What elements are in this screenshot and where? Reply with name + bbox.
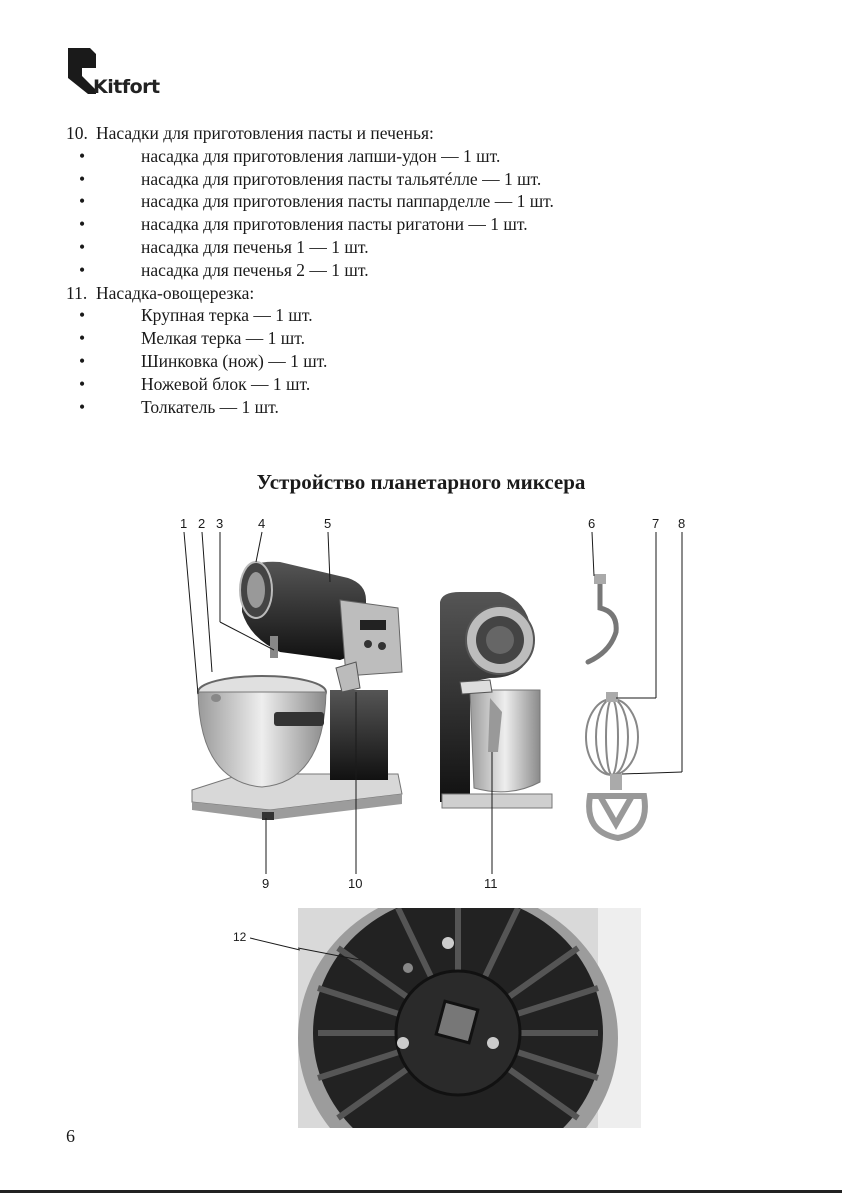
callout-3: 3 <box>216 516 224 531</box>
page-number: 6 <box>66 1126 75 1146</box>
list-item: • насадка для печенья 2 — 1 шт. <box>79 259 369 280</box>
section-title: Насадки для приготовления пасты и печенья: <box>96 123 434 143</box>
callout-12: 12 <box>233 930 247 944</box>
mixer-diagram <box>170 512 690 892</box>
list-item: • Мелкая терка — 1 шт. <box>79 328 305 349</box>
mixer-front-view <box>192 562 402 820</box>
callout-12-line <box>250 934 310 954</box>
section-header <box>66 282 786 305</box>
list-item: • насадка для приготовления лапши-удон — 1 шт. <box>79 145 501 166</box>
mixer-side-view <box>440 592 552 808</box>
list-item: • насадка для приготовления пасты ригатони — 1 шт. <box>79 214 528 235</box>
section-number: 10. <box>66 123 88 143</box>
section-title: Насадка-овощерезка: <box>96 282 255 303</box>
callout-6: 6 <box>588 516 596 531</box>
components-list <box>66 122 786 418</box>
callout-8: 8 <box>678 516 686 531</box>
callout-4: 4 <box>258 516 266 531</box>
callout-10: 10 <box>348 876 363 891</box>
dough-hook-icon <box>588 574 616 662</box>
list-item: • Ножевой блок — 1 шт. <box>79 373 311 394</box>
callout-5: 5 <box>324 516 332 531</box>
brand-name: Kitfort <box>93 76 160 98</box>
flat-beater-icon <box>589 774 645 838</box>
callout-1: 1 <box>180 516 188 531</box>
attachment-socket-photo <box>298 908 641 1128</box>
kitfort-logo-icon <box>68 48 96 94</box>
list-item: • Крупная терка — 1 шт. <box>79 305 313 326</box>
callout-2: 2 <box>198 516 206 531</box>
list-item: • насадка для приготовления пасты паппарделле — 1 шт. <box>79 191 554 212</box>
whisk-icon <box>586 692 638 775</box>
section-heading: Устройство планетарного миксера <box>256 470 586 494</box>
section-header <box>66 122 786 145</box>
list-item: • Толкатель — 1 шт. <box>79 396 279 417</box>
socket-closeup-icon <box>298 908 641 1128</box>
callout-9: 9 <box>262 876 270 891</box>
callout-7: 7 <box>652 516 660 531</box>
list-item: • насадка для приготовления пасты тальятéлле — 1 шт. <box>79 168 542 189</box>
callout-11: 11 <box>484 876 498 891</box>
list-item: • насадка для печенья 1 — 1 шт. <box>79 236 369 257</box>
section-number: 11. <box>66 282 88 303</box>
list-item: • Шинковка (нож) — 1 шт. <box>79 350 328 371</box>
